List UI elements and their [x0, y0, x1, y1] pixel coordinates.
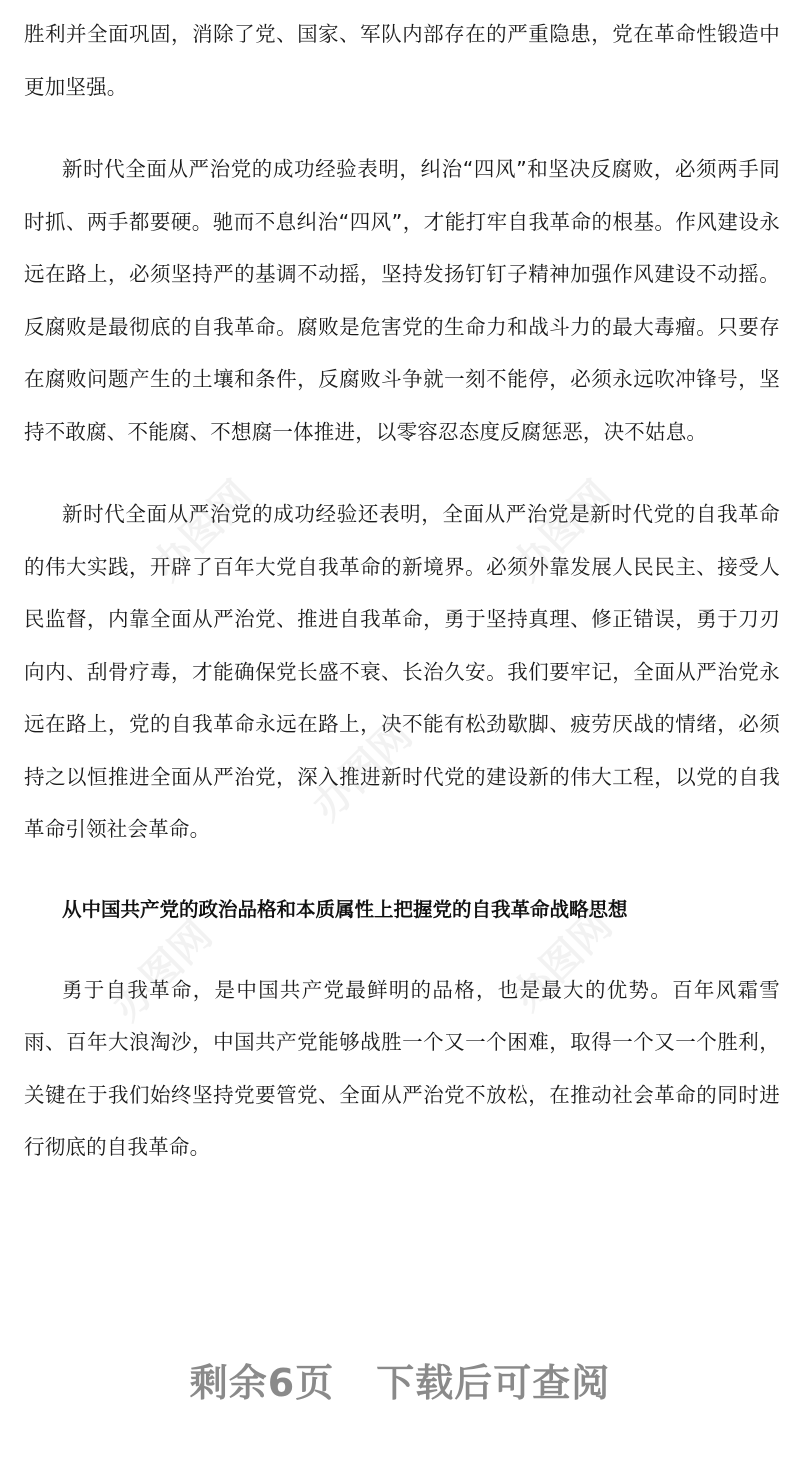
download-prompt[interactable]	[0, 1352, 800, 1407]
watermark-logo: 办图网	[503, 472, 622, 590]
paragraph-3: 新时代全面从严治党的成功经验还表明，全面从严治党是新时代党的自我革命的伟大实践，开辟了百年大党自我革命的新境界。必须外靠发展人民民主、接受人民监督，内靠全面从严治党、推进自我革命，勇于坚持真理、修正错误，勇于刀刃向内、刮骨疗毒，才能确保党长盛不衰、长治久安。我们要牢记，全面从严治党永远在路上，党的自我革命永远在路上，决不能有松劲歇脚、疲劳厌战的情绪，必须持之以恒推进全面从严治党，深入推进新时代党的建设新的伟大工程，以党的自我革命引领社会革命。	[24, 502, 780, 841]
remaining-pages-label: 剩余6页	[189, 1361, 335, 1405]
watermark-logo: 办图网	[503, 902, 622, 1020]
watermark-logo: 办图网	[143, 472, 262, 590]
paragraph-1: 胜利并全面巩固，消除了党、国家、军队内部存在的严重隐患，党在革命性锻造中更加坚强。	[24, 22, 780, 99]
section-heading: 从中国共产党的政治品格和本质属性上把握党的自我革命战略思想	[62, 897, 628, 921]
paragraph-2: 新时代全面从严治党的成功经验表明，纠治“四风”和坚决反腐败，必须两手同时抓、两手都要硬。驰而不息纠治“四风”，才能打牢自我革命的根基。作风建设永远在路上，必须坚持严的基调不动摇，坚持发扬钉钉子精神加强作风建设不动摇。反腐败是最彻底的自我革命。腐败是危害党的生命力和战斗力的最大毒瘤。只要存在腐败问题产生的土壤和条件，反腐败斗争就一刻不能停，必须永远吹冲锋号，坚持不敢腐、不能腐、不想腐一体推进，以零容忍态度反腐惩恶，决不姑息。	[24, 157, 780, 444]
download-to-view-label: 下载后可查阅	[376, 1361, 611, 1405]
watermark-logo: 办图网	[303, 712, 422, 830]
paragraph-4: 勇于自我革命，是中国共产党最鲜明的品格，也是最大的优势。百年风霜雪雨、百年大浪淘沙，中国共产党能够战胜一个又一个困难，取得一个又一个胜利，关键在于我们始终坚持党要管党、全面从严治党不放松，在推动社会革命的同时进行彻底的自我革命。	[24, 977, 780, 1159]
watermark-logo: 办图网	[103, 912, 222, 1030]
document-body	[24, 8, 780, 1174]
